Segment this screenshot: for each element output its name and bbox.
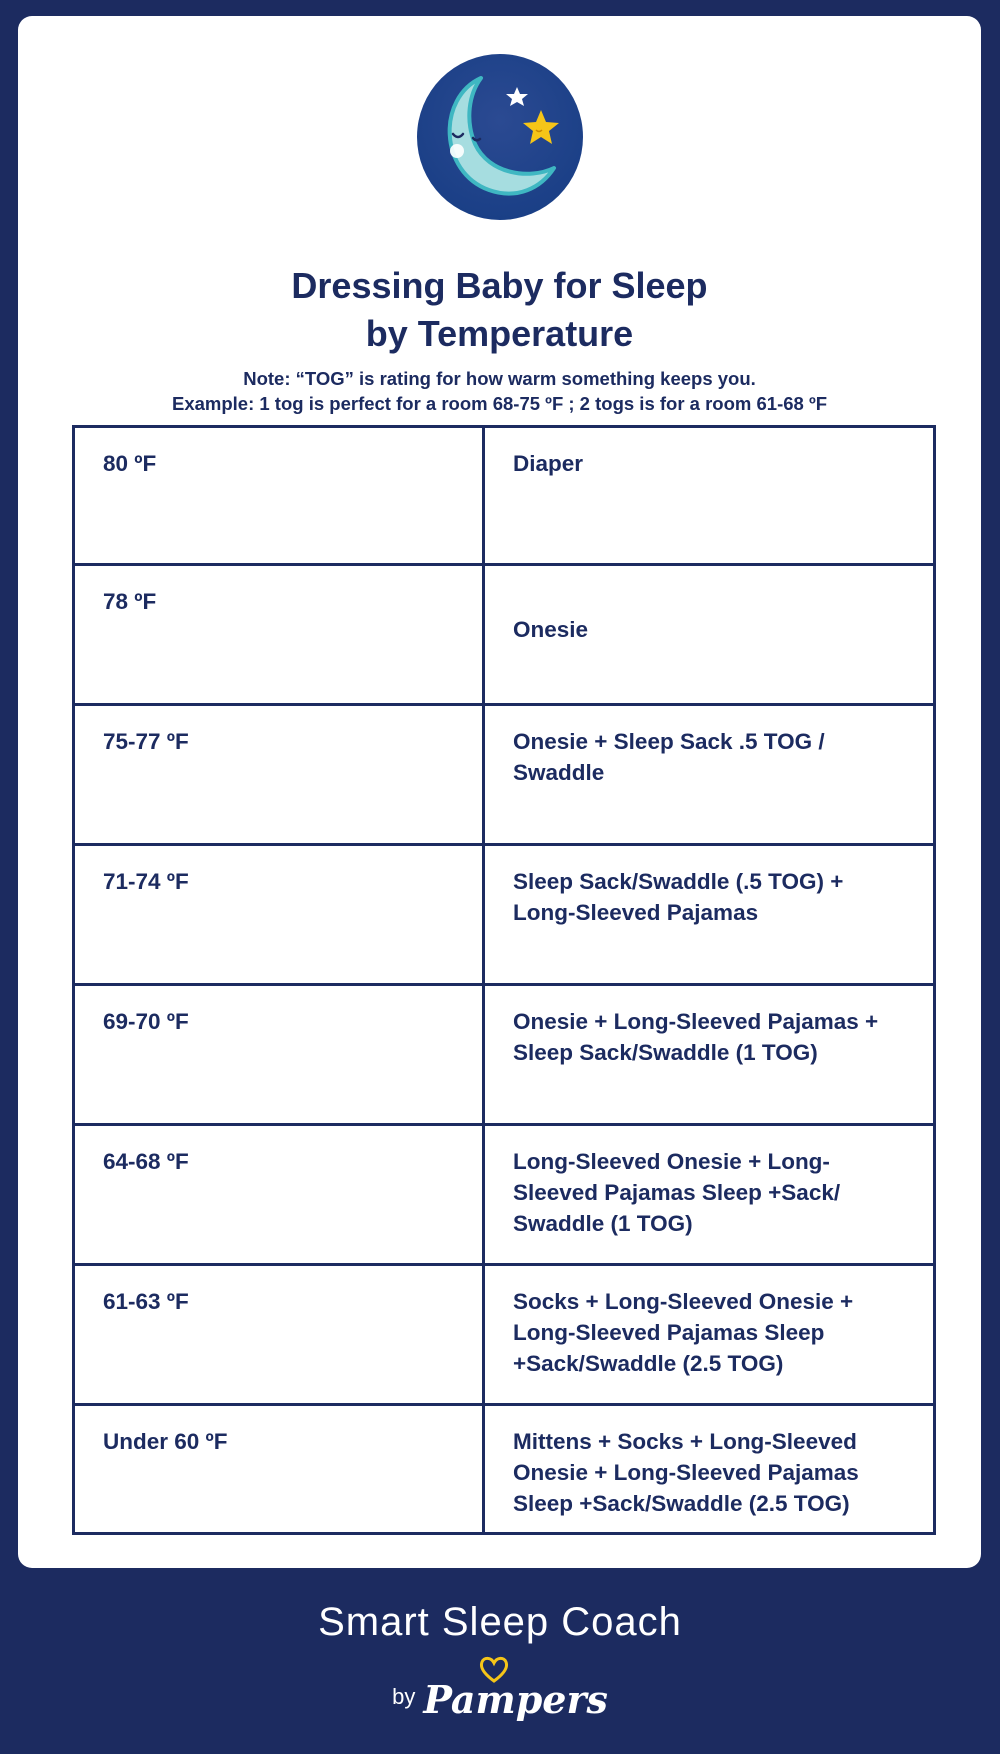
table-row	[74, 845, 935, 985]
temperature-cell: 69-70 ºF	[74, 985, 484, 1125]
outfit-line: Socks + Long-Sleeved Onesie +	[513, 1289, 854, 1314]
outfit-line: Long-Sleeved Pajamas Sleep	[513, 1320, 825, 1345]
outfit-line: Mittens + Socks + Long-Sleeved	[513, 1429, 857, 1454]
outfit-line: Swaddle (1 TOG)	[513, 1211, 693, 1236]
tog-note	[18, 366, 981, 416]
table-row	[74, 427, 935, 565]
temperature-cell: 80 ºF	[74, 427, 484, 565]
outfit-line: Sleeved Pajamas Sleep +Sack/	[513, 1180, 841, 1205]
outfit-line: Onesie + Long-Sleeved Pajamas +	[513, 1009, 879, 1034]
outfit-line: Swaddle	[513, 760, 605, 785]
table-row	[74, 985, 935, 1125]
outfit-line: Onesie + Long-Sleeved Pajamas	[513, 1460, 859, 1485]
temperature-cell: 71-74 ºF	[74, 845, 484, 985]
table-row	[74, 1405, 935, 1534]
outfit-line: Sleep +Sack/Swaddle (2.5 TOG)	[513, 1491, 850, 1516]
outfit-cell	[484, 985, 935, 1125]
outfit-cell	[484, 705, 935, 845]
temperature-cell: Under 60 ºF	[74, 1405, 484, 1534]
table-row	[74, 1125, 935, 1265]
brand-lockup	[0, 1662, 1000, 1722]
outfit-cell	[484, 427, 935, 565]
outfit-cell	[484, 1125, 935, 1265]
outfit-line: +Sack/Swaddle (2.5 TOG)	[513, 1351, 784, 1376]
sleeping-moon-icon	[417, 54, 583, 220]
table-row	[74, 1265, 935, 1405]
table-row	[74, 565, 935, 705]
outfit-line: Sleep Sack/Swaddle (.5 TOG) +	[513, 869, 844, 894]
title-line-2: by Temperature	[365, 313, 634, 354]
infographic-card	[18, 16, 981, 1568]
outfit-cell	[484, 845, 935, 985]
outfit-line: Sleep Sack/Swaddle (1 TOG)	[513, 1040, 818, 1065]
outfit-line: Onesie + Sleep Sack .5 TOG /	[513, 729, 825, 754]
dressing-guide-table	[72, 425, 936, 1535]
temperature-cell: 78 ºF	[74, 565, 484, 705]
outfit-line: Onesie	[513, 617, 589, 642]
brand-by: by	[392, 1684, 416, 1709]
outfit-cell	[484, 565, 935, 705]
temperature-cell: 75-77 ºF	[74, 705, 484, 845]
brand-name: Pampers	[423, 1677, 608, 1722]
table-row	[74, 705, 935, 845]
heart-icon	[479, 1655, 509, 1683]
footer-title: Smart Sleep Coach	[318, 1600, 682, 1644]
brand-logo	[423, 1677, 608, 1722]
outfit-line: Long-Sleeved Onesie + Long-	[513, 1149, 830, 1174]
note-line-2: Example: 1 tog is perfect for a room 68-75 ºF ; 2 togs is for a room 61-68 ºF	[171, 393, 827, 414]
note-line-1: Note: “TOG” is rating for how warm something keeps you.	[243, 368, 756, 389]
page-title	[18, 262, 981, 358]
title-line-1: Dressing Baby for Sleep	[291, 265, 708, 306]
outfit-line: Long-Sleeved Pajamas	[513, 900, 759, 925]
temperature-cell: 61-63 ºF	[74, 1265, 484, 1405]
outfit-line: Diaper	[513, 451, 584, 476]
outfit-cell	[484, 1265, 935, 1405]
temperature-cell: 64-68 ºF	[74, 1125, 484, 1265]
outfit-cell	[484, 1405, 935, 1534]
